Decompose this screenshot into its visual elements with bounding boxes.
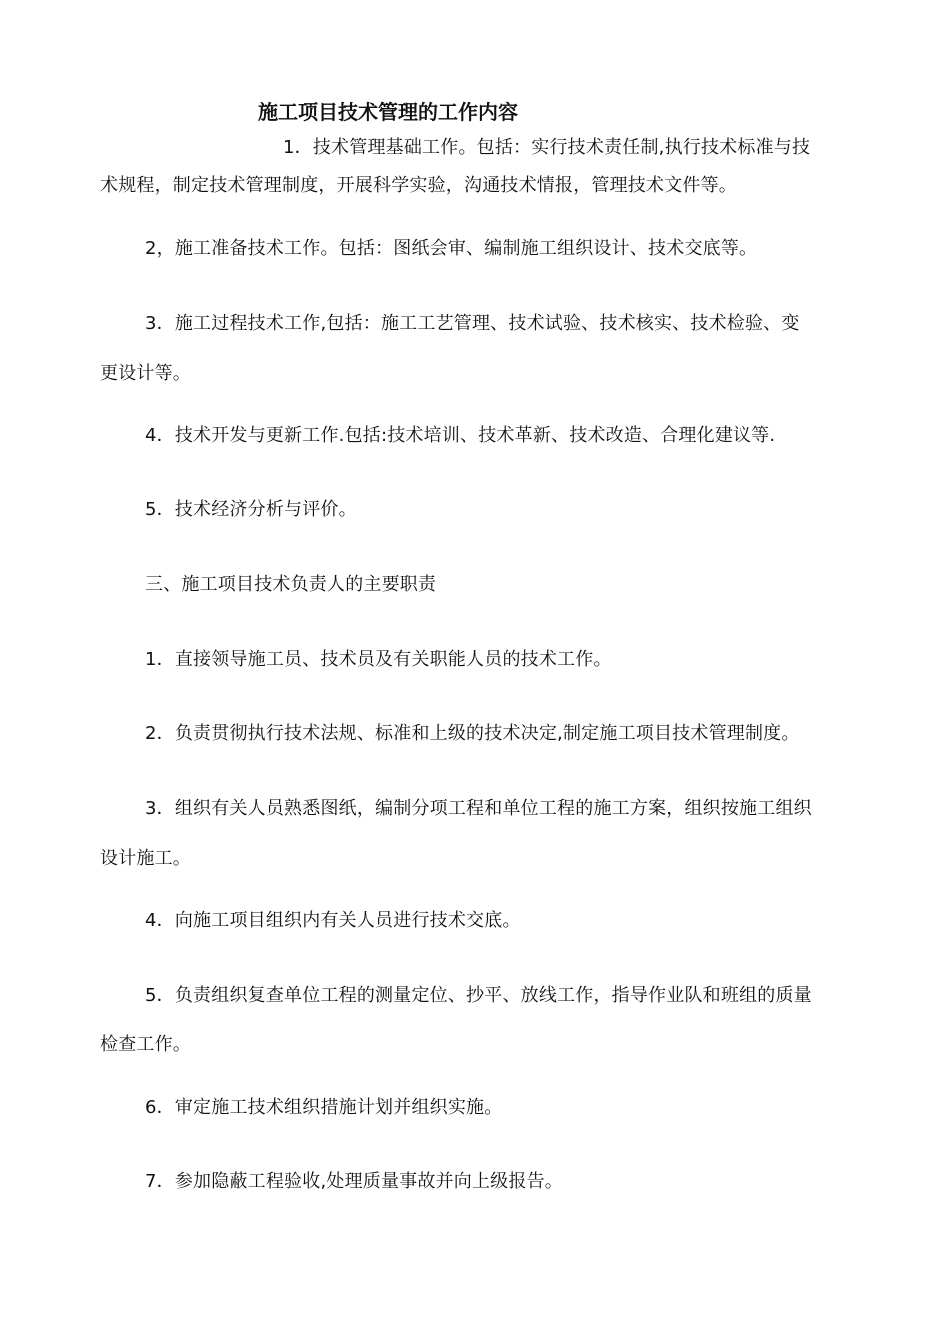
paragraph-line: 4．技术开发与更新工作.包括:技术培训、技术革新、技术改造、合理化建议等. (145, 425, 776, 446)
paragraph-line: 7．参加隐蔽工程验收,处理质量事故并向上级报告。 (145, 1171, 563, 1192)
paragraph-line: 4．向施工项目组织内有关人员进行技术交底。 (145, 910, 521, 931)
paragraph-line: 2，施工准备技术工作。包括：图纸会审、编制施工组织设计、技术交底等。 (145, 238, 758, 259)
section-heading: 三、施工项目技术负责人的主要职责 (145, 574, 437, 595)
paragraph-line: 5．负责组织复查单位工程的测量定位、抄平、放线工作，指导作业队和班组的质量 (145, 985, 812, 1006)
paragraph-line: 更设计等。 (100, 363, 191, 384)
paragraph-line: 1．技术管理基础工作。包括：实行技术责任制,执行技术标准与技 (283, 137, 811, 158)
paragraph-line: 1．直接领导施工员、技术员及有关职能人员的技术工作。 (145, 649, 612, 670)
paragraph-line: 设计施工。 (100, 848, 191, 869)
paragraph-line: 3．组织有关人员熟悉图纸，编制分项工程和单位工程的施工方案，组织按施工组织 (145, 798, 812, 819)
paragraph-line: 2．负责贯彻执行技术法规、标准和上级的技术决定,制定施工项目技术管理制度。 (145, 723, 800, 744)
paragraph-line: 检查工作。 (100, 1034, 191, 1055)
paragraph-line: 6．审定施工技术组织措施计划并组织实施。 (145, 1097, 503, 1118)
paragraph-line: 术规程，制定技术管理制度，开展科学实验，沟通技术情报，管理技术文件等。 (100, 175, 737, 196)
paragraph-line: 3．施工过程技术工作,包括：施工工艺管理、技术试验、技术核实、技术检验、变 (145, 313, 800, 334)
paragraph-line: 5．技术经济分析与评价。 (145, 499, 357, 520)
document-title: 施工项目技术管理的工作内容 (258, 100, 518, 124)
